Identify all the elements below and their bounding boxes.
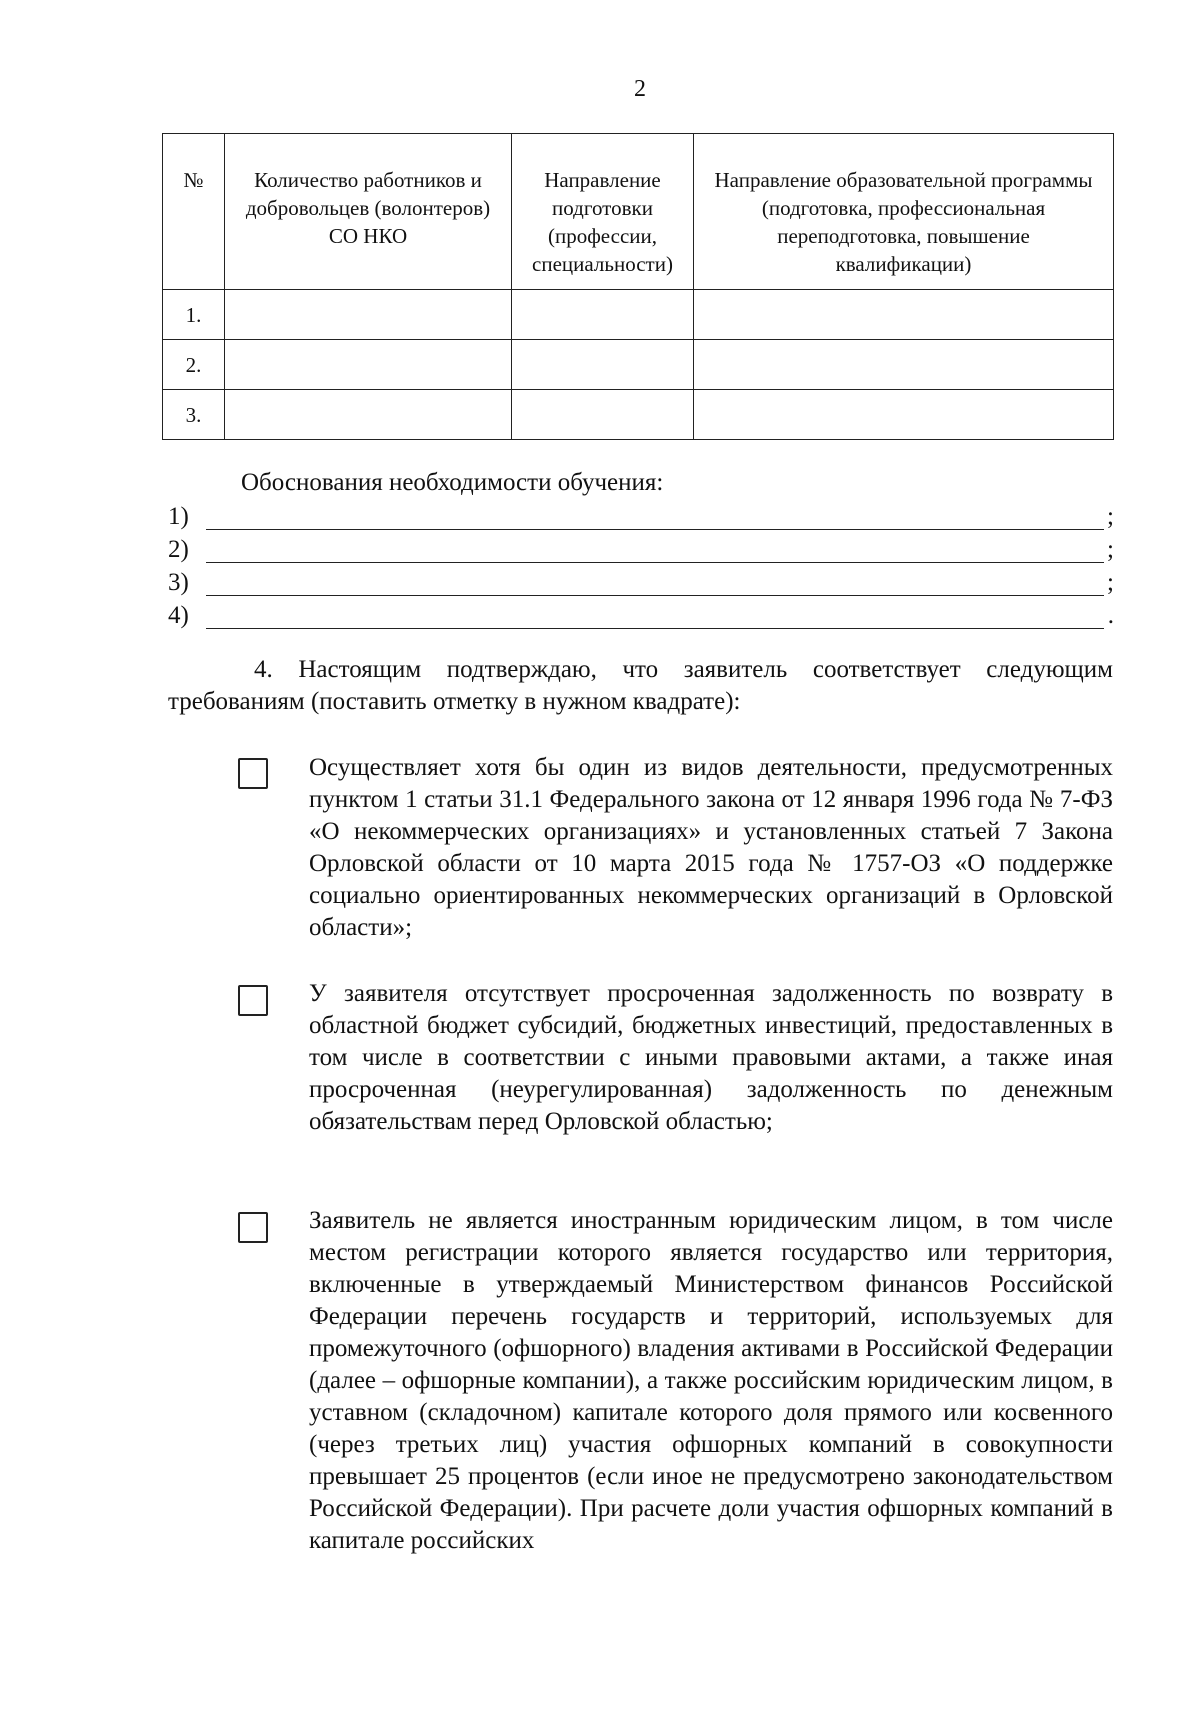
training-direction-cell[interactable] — [512, 340, 694, 390]
row-number: 1. — [163, 290, 225, 340]
training-direction-cell[interactable] — [512, 290, 694, 340]
program-direction-cell[interactable] — [694, 390, 1114, 440]
justification-line-4 — [168, 602, 1114, 634]
page-number: 2 — [634, 76, 646, 102]
section-4-intro: 4. Настоящим подтверждаю, что заявитель соответствует следующим требованиям (поставить отметку в нужном квадрате): — [168, 656, 1113, 715]
fill-in-line[interactable] — [206, 529, 1104, 530]
requirement-text-3: Заявитель не является иностранным юридическим лицом, в том числе местом регистрации которого является государство или территория, включенные в утверждаемый Министерством финансов Российской Федерации перечень государств и территорий, используемых для промежуточного (офшорного) владения активами в Российской Федерации (далее – офшорные компании), а также российским юридическим лицом, в уставном (складочном) капитале которого доля прямого или косвенного (через третьих лиц) участия офшорных компаний в совокупности превышает 25 процентов (если иное не предусмотрено законодательством Российской Федерации). При расчете доли участия офшорных компаний в капитале российских — [309, 1207, 1113, 1554]
header-number: № — [163, 134, 225, 290]
header-program-direction: Направление образовательной программы (подготовка, профессиональная переподготовка, повышение квалификации) — [694, 134, 1114, 290]
requirement-checkbox-2[interactable] — [238, 985, 268, 1016]
training-table — [162, 133, 1114, 440]
workers-count-cell[interactable] — [225, 390, 512, 440]
fill-in-line[interactable] — [206, 595, 1104, 596]
training-direction-cell[interactable] — [512, 390, 694, 440]
line-number: 1) — [168, 503, 189, 530]
requirement-checkbox-1[interactable] — [238, 758, 268, 789]
fill-in-line[interactable] — [206, 628, 1104, 629]
workers-count-cell[interactable] — [225, 340, 512, 390]
line-end: . — [1107, 602, 1114, 629]
justification-heading: Обоснования необходимости обучения: — [241, 469, 664, 496]
justification-line-3 — [168, 569, 1114, 601]
table-row — [163, 390, 1114, 440]
line-number: 4) — [168, 602, 189, 629]
line-end: ; — [1107, 536, 1114, 563]
table-row — [163, 290, 1114, 340]
justification-line-2 — [168, 536, 1114, 568]
header-workers-count: Количество работников и добровольцев (волонтеров) СО НКО — [225, 134, 512, 290]
line-end: ; — [1107, 503, 1114, 530]
row-number: 2. — [163, 340, 225, 390]
table-row — [163, 340, 1114, 390]
line-number: 3) — [168, 569, 189, 596]
line-end: ; — [1107, 569, 1114, 596]
requirement-text-1: Осуществляет хотя бы один из видов деятельности, предусмотренных пунктом 1 статьи 31.1 Федерального закона от 12 января 1996 года № 7-ФЗ «О некоммерческих организациях» и установленных статьей 7 Закона Орловской области от 10 марта 2015 года № 1757-ОЗ «О поддержке социально ориентированных некоммерческих организаций в Орловской области»; — [309, 754, 1113, 941]
row-number: 3. — [163, 390, 225, 440]
line-number: 2) — [168, 536, 189, 563]
table-header-row — [163, 134, 1114, 290]
header-training-direction: Направление подготовки (профессии, специальности) — [512, 134, 694, 290]
fill-in-line[interactable] — [206, 562, 1104, 563]
workers-count-cell[interactable] — [225, 290, 512, 340]
program-direction-cell[interactable] — [694, 340, 1114, 390]
requirement-checkbox-3[interactable] — [238, 1212, 268, 1243]
program-direction-cell[interactable] — [694, 290, 1114, 340]
justification-line-1 — [168, 503, 1114, 535]
requirement-text-2: У заявителя отсутствует просроченная задолженность по возврату в областной бюджет субсидий, бюджетных инвестиций, предоставленных в том числе в соответствии с иными правовыми актами, а также иная просроченная (неурегулированная) задолженность по денежным обязательствам перед Орловской областью; — [309, 980, 1113, 1135]
